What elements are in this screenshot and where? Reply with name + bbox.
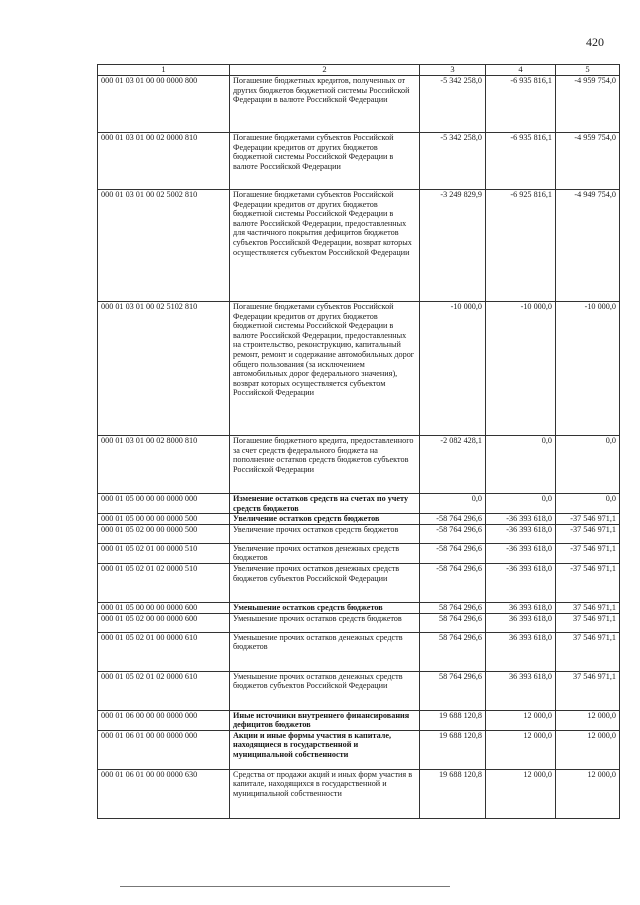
table-row <box>98 613 620 632</box>
code-cell: 000 01 03 01 00 00 0000 800 <box>98 76 230 133</box>
table-row <box>98 671 620 710</box>
value-col5-cell: 37 546 971,1 <box>556 671 620 710</box>
code-cell: 000 01 03 01 00 02 5002 810 <box>98 190 230 302</box>
value-col5-cell: 12 000,0 <box>556 730 620 769</box>
value-col4-cell: -36 393 618,0 <box>486 524 556 543</box>
value-col3-cell: 19 688 120,8 <box>420 710 486 730</box>
value-col3-cell: -58 764 296,6 <box>420 524 486 543</box>
name-cell: Иные источники внутреннего финансирования дефицитов бюджетов <box>230 710 420 730</box>
value-col4-cell: 36 393 618,0 <box>486 671 556 710</box>
code-cell: 000 01 05 02 01 00 0000 610 <box>98 632 230 671</box>
name-cell: Погашение бюджетных кредитов, полученных от других бюджетов бюджетной системы Российской Федерации в валюте Российской Федерации <box>230 76 420 133</box>
value-col5-cell: -4 959 754,0 <box>556 76 620 133</box>
value-col4-cell: -36 393 618,0 <box>486 514 556 525</box>
code-cell: 000 01 03 01 00 02 0000 810 <box>98 133 230 190</box>
value-col5-cell: 0,0 <box>556 494 620 514</box>
value-col3-cell: -2 082 428,1 <box>420 436 486 494</box>
name-cell: Погашение бюджетного кредита, предоставленного за счет средств федерального бюджета на пополнение остатков средств бюджетов субъектов Российской Федерации <box>230 436 420 494</box>
name-cell: Увеличение остатков средств бюджетов <box>230 514 420 525</box>
budget-sources-table <box>97 64 620 819</box>
value-col3-cell: -5 342 258,0 <box>420 133 486 190</box>
table-row <box>98 710 620 730</box>
value-col3-cell: -10 000,0 <box>420 302 486 436</box>
name-cell: Средства от продажи акций и иных форм участия в капитале, находящихся в государственной и муниципальной собственности <box>230 769 420 818</box>
column-header-5: 5 <box>556 65 620 76</box>
value-col4-cell: 36 393 618,0 <box>486 602 556 613</box>
value-col4-cell: -6 935 816,1 <box>486 76 556 133</box>
table-row <box>98 632 620 671</box>
value-col3-cell: 58 764 296,6 <box>420 613 486 632</box>
value-col4-cell: -6 935 816,1 <box>486 133 556 190</box>
value-col4-cell: -36 393 618,0 <box>486 543 556 563</box>
code-cell: 000 01 03 01 00 02 8000 810 <box>98 436 230 494</box>
value-col3-cell: 58 764 296,6 <box>420 632 486 671</box>
name-cell: Погашение бюджетами субъектов Российской Федерации кредитов от других бюджетов бюджетной системы Российской Федерации в валюте Российской Федерации, предоставленных для частичного покрытия дефицитов бюджетов субъектов Российской Федерации, возврат которых осуществляется субъектом Российской Федерации <box>230 190 420 302</box>
code-cell: 000 01 05 02 00 00 0000 600 <box>98 613 230 632</box>
value-col3-cell: 19 688 120,8 <box>420 769 486 818</box>
name-cell: Уменьшение прочих остатков средств бюджетов <box>230 613 420 632</box>
code-cell: 000 01 06 01 00 00 0000 000 <box>98 730 230 769</box>
value-col4-cell: 0,0 <box>486 494 556 514</box>
value-col3-cell: -58 764 296,6 <box>420 514 486 525</box>
value-col3-cell: 0,0 <box>420 494 486 514</box>
name-cell: Увеличение прочих остатков средств бюджетов <box>230 524 420 543</box>
code-cell: 000 01 05 00 00 00 0000 000 <box>98 494 230 514</box>
code-cell: 000 01 05 02 00 00 0000 500 <box>98 524 230 543</box>
value-col5-cell: -37 546 971,1 <box>556 514 620 525</box>
name-cell: Уменьшение прочих остатков денежных средств бюджетов субъектов Российской Федерации <box>230 671 420 710</box>
value-col3-cell: -58 764 296,6 <box>420 563 486 602</box>
value-col5-cell: -10 000,0 <box>556 302 620 436</box>
name-cell: Уменьшение прочих остатков денежных средств бюджетов <box>230 632 420 671</box>
code-cell: 000 01 03 01 00 02 5102 810 <box>98 302 230 436</box>
code-cell: 000 01 05 02 01 02 0000 510 <box>98 563 230 602</box>
value-col5-cell: 37 546 971,1 <box>556 613 620 632</box>
table-row <box>98 76 620 133</box>
name-cell: Погашение бюджетами субъектов Российской Федерации кредитов от других бюджетов бюджетной системы Российской Федерации в валюте Российской Федерации <box>230 133 420 190</box>
code-cell: 000 01 06 00 00 00 0000 000 <box>98 710 230 730</box>
value-col3-cell: -5 342 258,0 <box>420 76 486 133</box>
value-col4-cell: 12 000,0 <box>486 710 556 730</box>
value-col5-cell: 12 000,0 <box>556 769 620 818</box>
value-col5-cell: -37 546 971,1 <box>556 543 620 563</box>
value-col5-cell: 37 546 971,1 <box>556 602 620 613</box>
value-col4-cell: 12 000,0 <box>486 730 556 769</box>
value-col4-cell: -6 925 816,1 <box>486 190 556 302</box>
value-col5-cell: -37 546 971,1 <box>556 563 620 602</box>
value-col5-cell: -4 949 754,0 <box>556 190 620 302</box>
name-cell: Погашение бюджетами субъектов Российской Федерации кредитов от других бюджетов бюджетной системы Российской Федерации в валюте Российской Федерации, предоставленных на строительство, реконструкцию, капитальный ремонт, ремонт и содержание автомобильных дорог общего пользования (за исключением автомобильных дорог федерального значения), возврат которых осуществляется субъектом Российской Федерации <box>230 302 420 436</box>
table-row <box>98 730 620 769</box>
value-col4-cell: 12 000,0 <box>486 769 556 818</box>
code-cell: 000 01 05 02 01 00 0000 510 <box>98 543 230 563</box>
code-cell: 000 01 05 02 01 02 0000 610 <box>98 671 230 710</box>
value-col5-cell: -37 546 971,1 <box>556 524 620 543</box>
table-row <box>98 769 620 818</box>
value-col3-cell: 19 688 120,8 <box>420 730 486 769</box>
value-col3-cell: 58 764 296,6 <box>420 602 486 613</box>
name-cell: Акции и иные формы участия в капитале, находящиеся в государственной и муниципальной собственности <box>230 730 420 769</box>
value-col5-cell: -4 959 754,0 <box>556 133 620 190</box>
value-col4-cell: 0,0 <box>486 436 556 494</box>
table-row <box>98 543 620 563</box>
value-col3-cell: -3 249 829,9 <box>420 190 486 302</box>
name-cell: Увеличение прочих остатков денежных средств бюджетов <box>230 543 420 563</box>
column-header-1: 1 <box>98 65 230 76</box>
name-cell: Увеличение прочих остатков денежных средств бюджетов субъектов Российской Федерации <box>230 563 420 602</box>
value-col4-cell: 36 393 618,0 <box>486 613 556 632</box>
value-col3-cell: -58 764 296,6 <box>420 543 486 563</box>
column-header-4: 4 <box>486 65 556 76</box>
table-row <box>98 602 620 613</box>
value-col5-cell: 12 000,0 <box>556 710 620 730</box>
table-row <box>98 494 620 514</box>
name-cell: Уменьшение остатков средств бюджетов <box>230 602 420 613</box>
table-row <box>98 563 620 602</box>
name-cell: Изменение остатков средств на счетах по учету средств бюджетов <box>230 494 420 514</box>
code-cell: 000 01 06 01 00 00 0000 630 <box>98 769 230 818</box>
value-col5-cell: 0,0 <box>556 436 620 494</box>
table-row <box>98 524 620 543</box>
value-col5-cell: 37 546 971,1 <box>556 632 620 671</box>
code-cell: 000 01 05 00 00 00 0000 600 <box>98 602 230 613</box>
table-row <box>98 133 620 190</box>
column-header-2: 2 <box>230 65 420 76</box>
column-header-3: 3 <box>420 65 486 76</box>
bottom-divider <box>120 886 450 887</box>
code-cell: 000 01 05 00 00 00 0000 500 <box>98 514 230 525</box>
value-col4-cell: -10 000,0 <box>486 302 556 436</box>
table-row <box>98 514 620 525</box>
table-row <box>98 302 620 436</box>
table-header-row <box>98 65 620 76</box>
page-number: 420 <box>586 35 604 49</box>
table-row <box>98 436 620 494</box>
value-col4-cell: -36 393 618,0 <box>486 563 556 602</box>
table-row <box>98 190 620 302</box>
value-col4-cell: 36 393 618,0 <box>486 632 556 671</box>
value-col3-cell: 58 764 296,6 <box>420 671 486 710</box>
